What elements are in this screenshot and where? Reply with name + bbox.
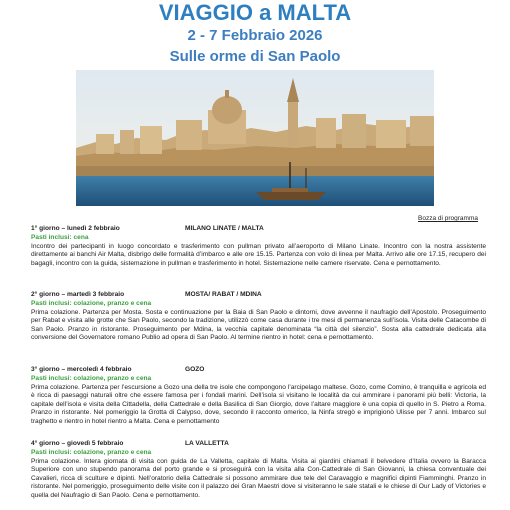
valletta-skyline-photo xyxy=(76,70,434,206)
day-3 xyxy=(31,366,486,427)
day-description: Prima colazione. Partenza per l’escursione a Gozo una della tre isole che compongono l’arcipelago maltese. Gozo, come Comino, è tranquilla e agricola ed è ricca di paesaggi naturali oltre che essere famosa per i fondali marini. Dell’isola si visitano le località da cui ammirare i panorami più belli: Victoria, la capitale dell’isola e visita della Cittadella, della Cattedrale e della Basilica di San Giorgio, dove l’altare maggiore è una copia di quello in S. Pietro a Roma. Pranzo in ristorante. Nel pomeriggio la Grotta di Calypso, dove, secondo il racconto omerico, la Ninfa stregò e imprigionò Ulisse per 7 anni. Imbarco sul traghetto e rientro in hotel rientro a Malta. Cena e pernottamento xyxy=(31,383,486,425)
day-heading xyxy=(31,440,486,449)
day-2 xyxy=(31,291,486,343)
day-meals: Pasti inclusi: colazione, pranzo e cena xyxy=(31,375,152,382)
day-place: GOZO xyxy=(185,366,205,373)
trip-title: VIAGGIO a MALTA xyxy=(158,0,352,25)
trip-subtitle: Sulle orme di San Paolo xyxy=(169,48,341,65)
day-date: 4° giorno – giovedì 5 febbraio xyxy=(31,440,124,447)
day-heading xyxy=(31,291,486,300)
day-date: 2° giorno – martedì 3 febbraio xyxy=(31,291,125,298)
day-description: Prima colazione. Intera giornata di visita con guida de La Valletta, capitale di Malta. Visita ai giardini chiamati il belvedere d’Italia ovvero la Baracca Superiore con uno stupendo panorama del porto grande e si proseguirà con la visita alla Con-Cattedrale di San Giovanni, la chiesa conventuale dei Cavalieri, ricca di sculture e dipinti. Nell’oratorio della Cattedrale si possono ammirare due tele del Caravaggio e magnifici dipinti Fiamminghi. Pranzo in ristorante. Nel pomeriggio, proseguimento delle visite con il palazzo dei Gran Maestri dove si visiteranno le sale statali e le chiese di Our Lady of Victories e quella del Naufragio di San Paolo. Cena e pernottamento. xyxy=(31,457,486,499)
day-meals: Pasti inclusi: cena xyxy=(31,234,89,241)
day-meals: Pasti inclusi: colazione, pranzo e cena xyxy=(31,449,152,456)
day-date: 1° giorno – lunedì 2 febbraio xyxy=(31,225,120,232)
day-description: Prima colazione. Partenza per Mosta. Sosta e continuazione per la Baia di San Paolo e dintorni, dove avvenne il naufragio dell’Apostolo. Proseguimento per Rabat e visita alle grotte che San Paolo, secondo la tradizione, utilizzò come casa durante i tre mesi di permanenza sull’isola. Visita delle Catacombe di San Paolo. Pranzo in ristorante. Proseguimento per Mdina, la vecchia capitale denominata “la città del silenzio”. Sosta alla cattedrale dedicata alla conversione del Governatore romano Publio ad opera di San Paolo. Al termine rientro in hotel: cena e pernottamento. xyxy=(31,308,486,342)
day-heading xyxy=(31,366,486,375)
day-date: 3° giorno – mercoledì 4 febbraio xyxy=(31,366,132,373)
day-description: Incontro dei partecipanti in luogo concordato e trasferimento con pullman privato all’aeroporto di Milano Linate. Incontro con la nostra assistente direttamente ai banchi Air Malta, disbrigo delle formalità d’imbarco e alle ore 15.15. Partenza con volo di linea per Malta. Arrivo alle ore 17.15, recupero dei bagagli, incontro con la guida, sistemazione in pullman e trasferimento in hotel. Sistemazione nelle camere riservate. Cena e pernottamento. xyxy=(31,242,486,267)
day-1 xyxy=(31,225,486,268)
day-meals: Pasti inclusi: colazione, pranzo e cena xyxy=(31,300,152,307)
day-place: LA VALLETTA xyxy=(185,440,229,447)
day-place: MILANO LINATE / MALTA xyxy=(185,225,264,232)
day-heading xyxy=(31,225,486,234)
day-place: MOSTA/ RABAT / MDINA xyxy=(185,291,262,298)
trip-dates: 2 - 7 Febbraio 2026 xyxy=(187,27,323,44)
draft-label: Bozza di programma xyxy=(418,215,478,222)
day-4 xyxy=(31,440,486,501)
